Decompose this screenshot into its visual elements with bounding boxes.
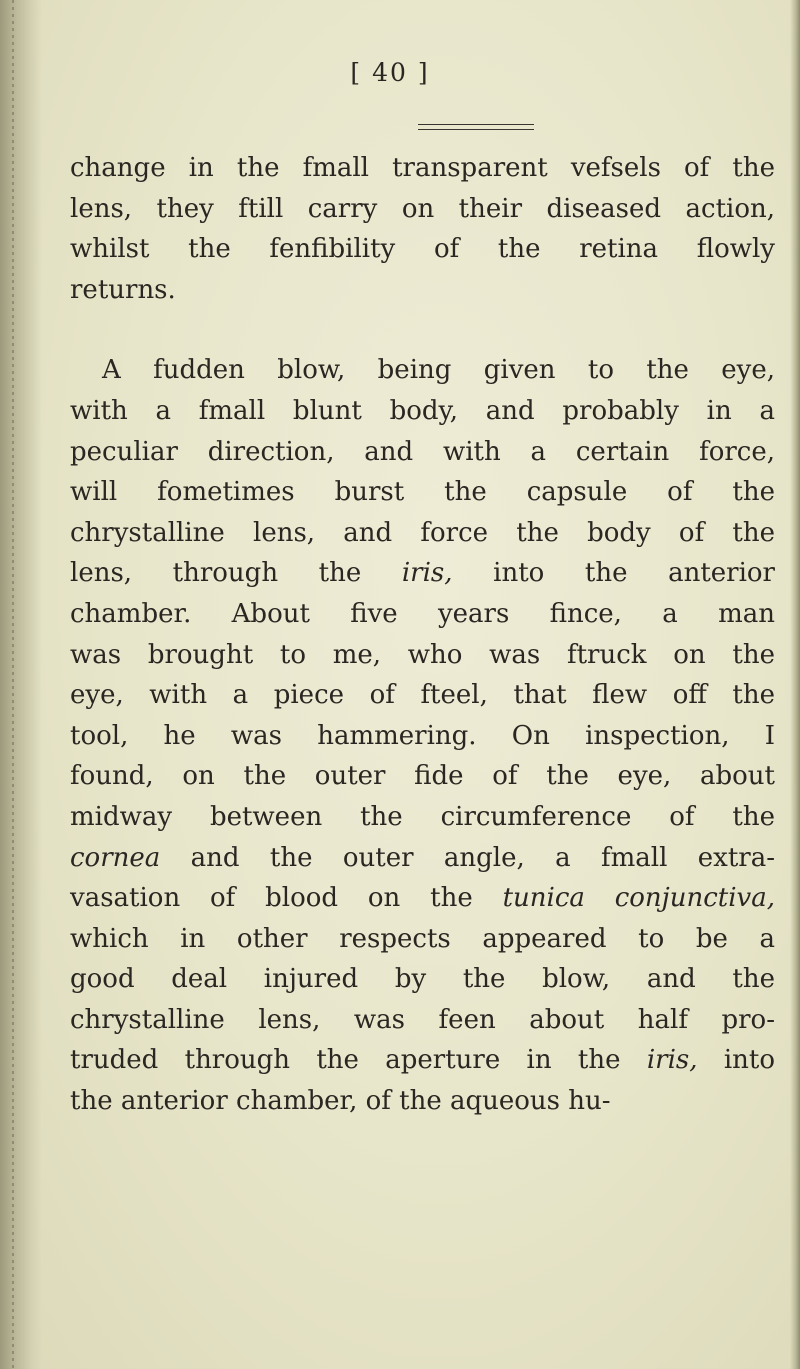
page-number: [ 40 ] [350, 58, 430, 87]
text-line: chrystalline lens, was feen about half pro- [70, 1004, 775, 1035]
text-line: A fudden blow, being given to the eye, [102, 355, 775, 386]
body-text [70, 148, 775, 1122]
paragraph-gap [70, 310, 775, 350]
text-run: into [697, 1045, 776, 1076]
text-run: lens, through the [70, 558, 402, 589]
text-line: eye, with a piece of fteel, that flew off the [70, 680, 775, 711]
text-line: the anterior chamber, of the aqueous hu- [70, 1086, 611, 1117]
text-line: with a fmall blunt body, and probably in a [70, 395, 775, 426]
text-line [70, 1040, 775, 1081]
text-line [70, 553, 775, 594]
text-line: midway between the circumference of the [70, 801, 775, 832]
page-edge [790, 0, 800, 1369]
text-line: will fometimes burst the capsule of the [70, 477, 775, 508]
italic-term: tunica conjunctiva, [502, 883, 776, 914]
text-line: lens, they ftill carry on their diseased action, [70, 193, 775, 224]
italic-term: iris, [401, 558, 453, 589]
italic-term: cornea [70, 842, 161, 873]
text-line [70, 838, 775, 879]
text-line: which in other respects appeared to be a [70, 923, 775, 954]
page-header [0, 58, 800, 87]
text-line: whilst the fenfibility of the retina flowly [70, 234, 775, 265]
text-run: truded through the aperture in the [70, 1045, 647, 1076]
text-line: change in the fmall transparent vefsels of the [70, 153, 775, 183]
text-run: and the outer angle, a fmall extra- [160, 842, 775, 873]
page-gutter [0, 0, 42, 1369]
text-line: good deal injured by the blow, and the [70, 964, 775, 995]
text-line: chrystalline lens, and force the body of the [70, 517, 775, 548]
text-line: was brought to me, who was ftruck on the [70, 639, 775, 670]
text-line: chamber. About five years fince, a man [70, 598, 775, 629]
text-run: into the anterior [452, 558, 775, 589]
text-line: returns. [70, 274, 176, 305]
text-line: peculiar direction, and with a certain force, [70, 436, 775, 467]
italic-term: iris, [646, 1045, 698, 1076]
text-line: found, on the outer fide of the eye, about [70, 761, 775, 792]
text-line: tool, he was hammering. On inspection, I [70, 720, 775, 751]
text-run: vasation of blood on the [70, 883, 503, 914]
header-rule [418, 124, 534, 130]
text-line [70, 878, 775, 919]
